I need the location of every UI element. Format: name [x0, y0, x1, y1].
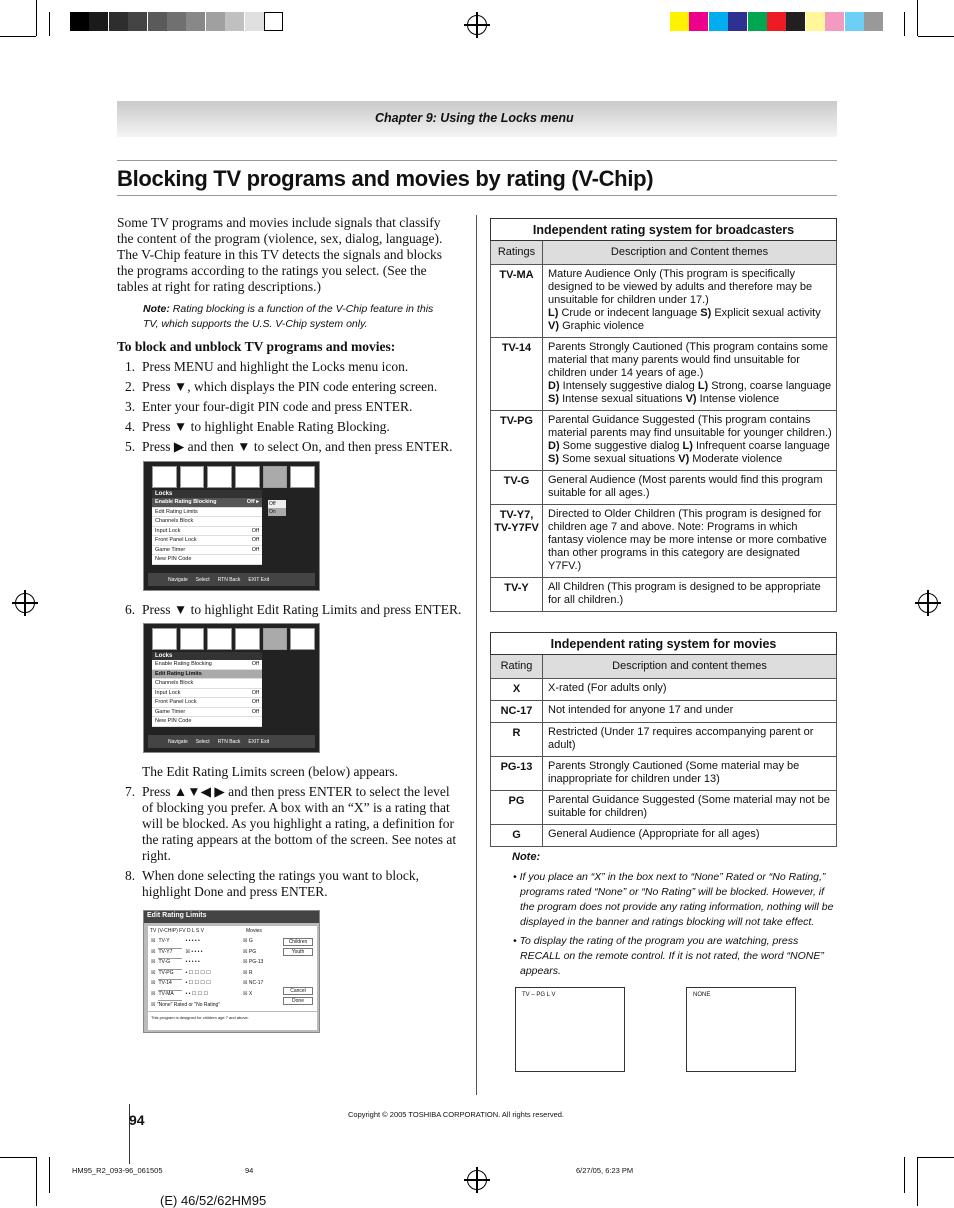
broadcaster-rating-table	[490, 218, 837, 612]
movie-rating-label: PG-13	[248, 959, 264, 965]
picture-icon	[152, 628, 177, 650]
rating-code: TV-G	[491, 471, 543, 505]
note-text: Rating blocking is a function of the V-Chip feature in this TV, which supports the U.S. V-Chip system only.	[143, 303, 434, 330]
movie-rating-label: R	[248, 969, 253, 976]
menu-item-label: Game Timer	[155, 546, 186, 553]
step-item	[125, 602, 465, 618]
step-number: 2.	[125, 379, 136, 394]
locks-menu-screenshot-2	[143, 623, 320, 753]
locks-menu-panel	[152, 652, 262, 727]
picture-icon	[152, 466, 177, 488]
movie-table-caption: Independent rating system for movies	[491, 633, 837, 655]
popup-option-off[interactable]: Off	[269, 501, 276, 507]
crop-mark	[0, 1157, 36, 1158]
step-text: Press ▼ to highlight Enable Rating Blocking.	[142, 419, 390, 434]
movie-rating-row[interactable]	[243, 970, 273, 981]
col-header-rating: Rating	[491, 655, 543, 679]
table-row	[491, 471, 837, 505]
col-header-ratings: Ratings	[491, 241, 543, 265]
movies-header: Movies	[246, 928, 262, 934]
note-bullet: • If you place an “X” in the box next to “None” Rated or “No Rating,” programs rated “None” or “No Rating” will be blocked. However, if the program does not provide any rating information, nothing will be displayed in the banner and ratings blocking will not take effect.	[513, 871, 834, 928]
movie-table-body	[491, 679, 837, 847]
rating-description: Not intended for anyone 17 and under	[543, 701, 837, 723]
crop-mark	[36, 1157, 37, 1206]
color-swatch	[786, 12, 805, 31]
checkbox-icon[interactable]: ☒	[243, 980, 249, 986]
col-header-description: Description and Content themes	[543, 241, 837, 265]
checkbox-icon[interactable]: ☒	[243, 969, 249, 976]
rating-description: General Audience (Most parents would find this program suitable for all ages.)	[543, 471, 837, 505]
gray-swatch	[148, 12, 167, 31]
table-row	[491, 679, 837, 701]
menu-item-label: New PIN Code	[155, 556, 192, 562]
movie-rating-label: NC-17	[248, 980, 264, 986]
gray-swatch	[70, 12, 89, 31]
rating-description: Restricted (Under 17 requires accompanying parent or adult)	[543, 723, 837, 757]
checkbox-icon[interactable]: ☒	[151, 980, 156, 986]
crop-mark	[918, 36, 954, 37]
content-theme-boxes[interactable]: • ☐ ☐ ☐ ☐	[185, 980, 211, 986]
exit-hint: EXIT Exit	[248, 576, 270, 583]
rating-definition-text: This program is designed for children age 7 and above.	[148, 1012, 317, 1030]
menu-item-new-pin-code[interactable]	[152, 717, 262, 727]
audio-icon	[180, 628, 205, 650]
content-theme-boxes[interactable]: • • ☐ ☐ ☐	[185, 990, 208, 997]
intro-paragraph: Some TV programs and movies include signals that classify the content of the program (violence, sex, dialog, language). The V-Chip feature in this TV detects the signals and blocks the programs according to the ratings you select. (See the tables at right for rating descriptions.)	[117, 215, 443, 294]
movie-rating-row[interactable]	[243, 959, 273, 970]
table-row	[491, 825, 837, 847]
step-text: Press MENU and highlight the Locks menu icon.	[142, 359, 409, 374]
rating-code: TV-14	[491, 338, 543, 411]
movie-rating-table	[490, 632, 837, 847]
back-hint: RTN Back	[217, 738, 241, 745]
movie-rating-row[interactable]	[243, 980, 273, 991]
tv-rating-rows	[151, 938, 239, 1001]
checkbox-icon[interactable]: ☒	[243, 938, 249, 944]
checkbox-icon[interactable]: ☒	[243, 959, 249, 965]
tv-rating-row[interactable]	[151, 959, 239, 970]
color-swatch	[767, 12, 786, 31]
note-label: Note:	[143, 303, 170, 315]
color-swatch	[864, 12, 883, 31]
tv-rating-row[interactable]	[151, 949, 239, 960]
setup-icon	[235, 466, 260, 488]
menu-item-front-panel-lock[interactable]	[152, 698, 262, 708]
note-block	[512, 850, 837, 983]
note-bullet: • To display the rating of the program you are watching, press RECALL on the remote control. If it is not rated, the word “NONE” appears.	[513, 935, 824, 977]
step-item	[125, 439, 465, 455]
none-rated-row[interactable]: ☒ "None" Rated or "No Rating"	[151, 1002, 221, 1008]
table-row	[491, 265, 837, 338]
menu-icon-row	[152, 628, 315, 650]
rating-code: TV-Y7, TV-Y7FV	[491, 505, 543, 578]
menu-item-value: Off	[251, 546, 259, 553]
select-hint: Select	[195, 576, 210, 583]
locks-menu-title: Locks	[152, 652, 262, 660]
table-row	[491, 757, 837, 791]
banner-none-text: NONE	[693, 992, 711, 998]
rating-description: Mature Audience Only (This program is specifically designed to be viewed by adults and therefore may be unsuitable for children under 17.) L) Crude or indecent language S) Explicit sexual activity V) Graphic violence	[543, 265, 837, 338]
content-theme-boxes[interactable]: ☒ • • • •	[185, 948, 203, 955]
navigate-hint: Navigate	[168, 576, 188, 583]
rating-code: R	[491, 723, 543, 757]
movie-rating-row[interactable]	[243, 938, 273, 949]
step-number: 1.	[125, 359, 136, 374]
rating-description: Parental Guidance Suggested (Some material may not be suitable for children)	[543, 791, 837, 825]
menu-item-value: Off	[251, 537, 259, 543]
rating-code: TV-MA	[491, 265, 543, 338]
menu-item-value: Off ▸	[246, 499, 259, 505]
checkbox-icon[interactable]: ☒	[243, 990, 249, 997]
rating-description: Parents Strongly Cautioned (Some material may be inappropriate for children under 13)	[543, 757, 837, 791]
registration-mark-right	[918, 593, 938, 613]
movie-rating-label: G	[248, 938, 253, 944]
copyright-notice: Copyright © 2005 TOSHIBA CORPORATION. All rights reserved.	[348, 1110, 565, 1119]
color-swatch	[806, 12, 825, 31]
tv-rating-label: TV-Y7	[158, 949, 182, 960]
rating-code: PG	[491, 791, 543, 825]
step-number: 5.	[125, 439, 136, 454]
step-item	[125, 359, 465, 375]
gray-swatch	[128, 12, 147, 31]
gray-swatch	[264, 12, 283, 31]
content-theme-boxes[interactable]: • • • • •	[185, 959, 200, 965]
color-swatch	[748, 12, 767, 31]
step-text: Enter your four-digit PIN code and press ENTER.	[142, 399, 413, 414]
page-title: Blocking TV programs and movies by rating (V-Chip)	[117, 166, 654, 191]
movie-rating-row[interactable]	[243, 991, 273, 1002]
checkbox-icon[interactable]: ☒	[151, 948, 156, 955]
crop-mark	[49, 12, 50, 36]
done-button[interactable]: Done	[283, 997, 313, 1005]
color-swatch	[709, 12, 728, 31]
table-row	[491, 791, 837, 825]
locks-menu-title: Locks	[152, 490, 262, 498]
table-row	[491, 411, 837, 471]
menu-item-enable-rating-blocking[interactable]	[152, 498, 262, 508]
rating-description: X-rated (For adults only)	[543, 679, 837, 701]
setup-icon	[235, 628, 260, 650]
step-6	[125, 602, 465, 618]
youth-button[interactable]: Youth	[283, 948, 313, 956]
chapter-header-bar	[117, 101, 837, 137]
slug-filename: HM95_R2_093-96_061505	[72, 1166, 163, 1175]
rating-code: NC-17	[491, 701, 543, 723]
note-rating-blocking	[143, 302, 443, 332]
gray-swatch	[225, 12, 244, 31]
model-number: (E) 46/52/62HM95	[160, 1193, 267, 1208]
menu-item-label: Input Lock	[155, 527, 181, 534]
step-item	[125, 868, 465, 900]
rating-description: All Children (This program is designed to be appropriate for all children.)	[543, 578, 837, 612]
gray-swatch	[245, 12, 264, 31]
edit-rating-grid	[148, 926, 317, 1011]
menu-item-label: Front Panel Lock	[155, 537, 197, 543]
menu-item-value: Off	[251, 689, 259, 696]
crop-mark	[49, 1157, 50, 1193]
menu-item-label: Channels Block	[155, 518, 194, 524]
content-theme-boxes[interactable]: • ☐ ☐ ☐ ☐	[185, 969, 211, 976]
step-text: Press ▲▼◀ ▶ and then press ENTER to select the level of blocking you prefer. A box with an “X” is a rating that will be blocked. As you highlight a rating, a definition for the rating appears at the bottom of the screen. See notes at right.	[142, 784, 457, 863]
tv-rating-label: TV-14	[158, 980, 182, 991]
tv-rating-label: TV-MA	[158, 991, 182, 1002]
crop-mark	[904, 1157, 905, 1193]
menu-item-label: Game Timer	[155, 708, 186, 715]
lock-icon	[263, 628, 288, 650]
movie-rating-label: X	[248, 990, 253, 997]
applications-icon	[290, 466, 315, 488]
step-item	[125, 784, 465, 864]
step-text: Press ▼, which displays the PIN code entering screen.	[142, 379, 438, 394]
rating-description: Parental Guidance Suggested (This program contains material parents may find unsuitable for younger children.) D) Some suggestive dialog L) Infrequent coarse language S) Some sexual situations V) Moderate violence	[543, 411, 837, 471]
steps-1-5	[125, 359, 465, 455]
broadcaster-table-caption: Independent rating system for broadcasters	[491, 219, 837, 241]
menu-item-channels-block[interactable]	[152, 679, 262, 689]
applications-icon	[290, 628, 315, 650]
crop-mark	[918, 1157, 954, 1158]
audio-icon	[180, 466, 205, 488]
rating-code: TV-PG	[491, 411, 543, 471]
menu-item-channels-block[interactable]	[152, 517, 262, 527]
menu-item-value: Off	[251, 708, 259, 715]
gray-swatch	[186, 12, 205, 31]
tv-rating-header: TV (V-CHIP) FV D L S V	[150, 928, 204, 934]
tv-rating-row[interactable]	[151, 991, 239, 1002]
color-swatch	[728, 12, 747, 31]
crop-mark	[917, 0, 918, 36]
step-number: 6.	[125, 602, 136, 617]
gray-swatch	[89, 12, 108, 31]
menu-item-front-panel-lock[interactable]	[152, 536, 262, 546]
exit-hint: EXIT Exit	[248, 738, 270, 745]
rating-buttons	[283, 938, 313, 1005]
none-banner-example	[686, 987, 796, 1072]
movie-rating-label: PG	[248, 948, 257, 955]
rating-description: General Audience (Appropriate for all ages)	[543, 825, 837, 847]
color-swatch	[825, 12, 844, 31]
checkbox-icon[interactable]: ☒	[151, 959, 156, 965]
step-text: Press ▼ to highlight Edit Rating Limits and press ENTER.	[142, 602, 462, 617]
gray-swatch	[206, 12, 225, 31]
rating-description: Parents Strongly Cautioned (This program contains some material that many parents would find unsuitable for children under 14 years of age.) D) Intensely suggestive dialog L) Strong, coarse language S) Intense sexual situations V) Intense violence	[543, 338, 837, 411]
tv-rating-label: TV-Y	[158, 938, 182, 949]
movie-rating-row[interactable]	[243, 949, 273, 960]
menu-item-label: Enable Rating Blocking	[155, 661, 212, 667]
menu-item-label: Enable Rating Blocking	[155, 499, 217, 505]
navigation-help-bar	[148, 573, 315, 586]
step-number: 4.	[125, 419, 136, 434]
rating-code: PG-13	[491, 757, 543, 791]
rating-code: TV-Y	[491, 578, 543, 612]
rating-code: G	[491, 825, 543, 847]
chapter-header: Chapter 9: Using the Locks menu	[375, 111, 574, 125]
steps-7-8	[125, 784, 465, 900]
color-swatch	[845, 12, 864, 31]
popup-option-on[interactable]: On	[268, 508, 286, 516]
tv-rating-label: TV-G	[158, 959, 182, 970]
step-item	[125, 379, 465, 395]
menu-item-edit-rating-limits[interactable]	[152, 508, 262, 518]
table-row	[491, 723, 837, 757]
gray-swatch	[109, 12, 128, 31]
menu-item-label: Front Panel Lock	[155, 699, 197, 705]
step-number: 7.	[125, 784, 136, 799]
music-icon	[207, 466, 232, 488]
color-swatch	[670, 12, 689, 31]
menu-item-game-timer[interactable]	[152, 546, 262, 556]
navigation-help-bar	[148, 735, 315, 748]
page-title-block	[117, 160, 837, 196]
content-themes: D) Intensely suggestive dialog L) Strong, coarse language S) Intense sexual situations V) Intense violence	[548, 380, 832, 405]
tv-rating-row[interactable]	[151, 970, 239, 981]
menu-item-enable-rating-blocking[interactable]	[152, 660, 262, 670]
rating-banner-example	[515, 987, 625, 1072]
registration-mark-left	[15, 593, 35, 613]
on-off-popup	[268, 500, 286, 516]
menu-item-label: Edit Rating Limits	[155, 670, 202, 677]
table-row	[491, 338, 837, 411]
col-header-description: Description and content themes	[543, 655, 837, 679]
menu-item-new-pin-code[interactable]	[152, 555, 262, 565]
menu-item-label: Edit Rating Limits	[155, 508, 198, 515]
gray-swatch	[167, 12, 186, 31]
checkbox-icon[interactable]: ☒	[243, 948, 249, 955]
none-rated-label: "None" Rated or "No Rating"	[156, 1002, 221, 1008]
tv-rating-row[interactable]	[151, 980, 239, 991]
tv-rating-label: TV-PG	[158, 970, 182, 981]
banner-rating-text: TV – PG L V	[522, 992, 556, 998]
menu-item-label: New PIN Code	[155, 718, 192, 724]
checkbox-icon[interactable]: ☒	[151, 969, 156, 976]
broadcaster-table-body	[491, 265, 837, 612]
crop-mark	[0, 36, 36, 37]
movie-rating-rows	[243, 938, 273, 1001]
step-number: 8.	[125, 868, 136, 883]
registration-mark-bottom	[467, 1170, 487, 1190]
slug-page: 94	[245, 1166, 254, 1175]
page-number: 94	[129, 1112, 145, 1128]
step-text: When done selecting the ratings you want to block, highlight Done and press ENTER.	[142, 868, 420, 899]
step-number: 3.	[125, 399, 136, 414]
table-row	[491, 701, 837, 723]
crop-mark	[36, 0, 37, 36]
menu-item-value: Off	[251, 527, 259, 534]
edit-rating-appears-text: The Edit Rating Limits screen (below) appears.	[142, 764, 399, 779]
content-theme-boxes[interactable]: • • • • •	[185, 938, 200, 944]
navigate-hint: Navigate	[168, 738, 188, 745]
rating-description: Directed to Older Children (This program is designed for children age 7 and above. Note: Programs in which fantasy violence may be more intense or more combative than other programs in this category are designated Y7FV.)	[543, 505, 837, 578]
checkbox-icon[interactable]: ☒	[151, 990, 156, 997]
content-themes: L) Crude or indecent language S) Explicit sexual activity V) Graphic violence	[548, 307, 821, 332]
menu-item-value: Off	[251, 699, 259, 705]
note-label: Note:	[512, 851, 541, 863]
menu-icon-row	[152, 466, 315, 488]
menu-item-game-timer[interactable]	[152, 708, 262, 718]
column-divider	[476, 215, 477, 1095]
procedure-heading: To block and unblock TV programs and movies:	[117, 339, 396, 354]
menu-item-label: Channels Block	[155, 680, 194, 686]
registration-mark-top	[467, 15, 487, 35]
crop-mark	[917, 1157, 918, 1206]
edit-rating-title: Edit Rating Limits	[144, 911, 319, 923]
color-swatch	[689, 12, 708, 31]
menu-item-label: Input Lock	[155, 689, 181, 696]
locks-menu-screenshot-1	[143, 461, 320, 591]
menu-item-input-lock[interactable]	[152, 689, 262, 699]
locks-menu-panel	[152, 490, 262, 565]
crop-mark	[904, 12, 905, 36]
lock-icon	[263, 466, 288, 488]
menu-item-edit-rating-limits[interactable]	[152, 670, 262, 680]
menu-item-value: Off	[251, 661, 259, 667]
menu-item-input-lock[interactable]	[152, 527, 262, 537]
music-icon	[207, 628, 232, 650]
table-row	[491, 505, 837, 578]
table-row	[491, 578, 837, 612]
children-button[interactable]: Children	[283, 938, 313, 946]
select-hint: Select	[195, 738, 210, 745]
content-themes: D) Some suggestive dialog L) Infrequent coarse language S) Some sexual situations V) Moderate violence	[548, 440, 830, 465]
step-text: Press ▶ and then ▼ to select On, and then press ENTER.	[142, 439, 453, 454]
step-item	[125, 399, 465, 415]
rating-code: X	[491, 679, 543, 701]
back-hint: RTN Back	[217, 576, 241, 583]
checkbox-icon[interactable]: ☒	[151, 938, 156, 944]
cancel-button[interactable]: Cancel	[283, 987, 313, 995]
tv-rating-row[interactable]	[151, 938, 239, 949]
step-item	[125, 419, 465, 435]
edit-rating-limits-screenshot	[143, 910, 320, 1033]
slug-date: 6/27/05, 6:23 PM	[576, 1166, 634, 1175]
